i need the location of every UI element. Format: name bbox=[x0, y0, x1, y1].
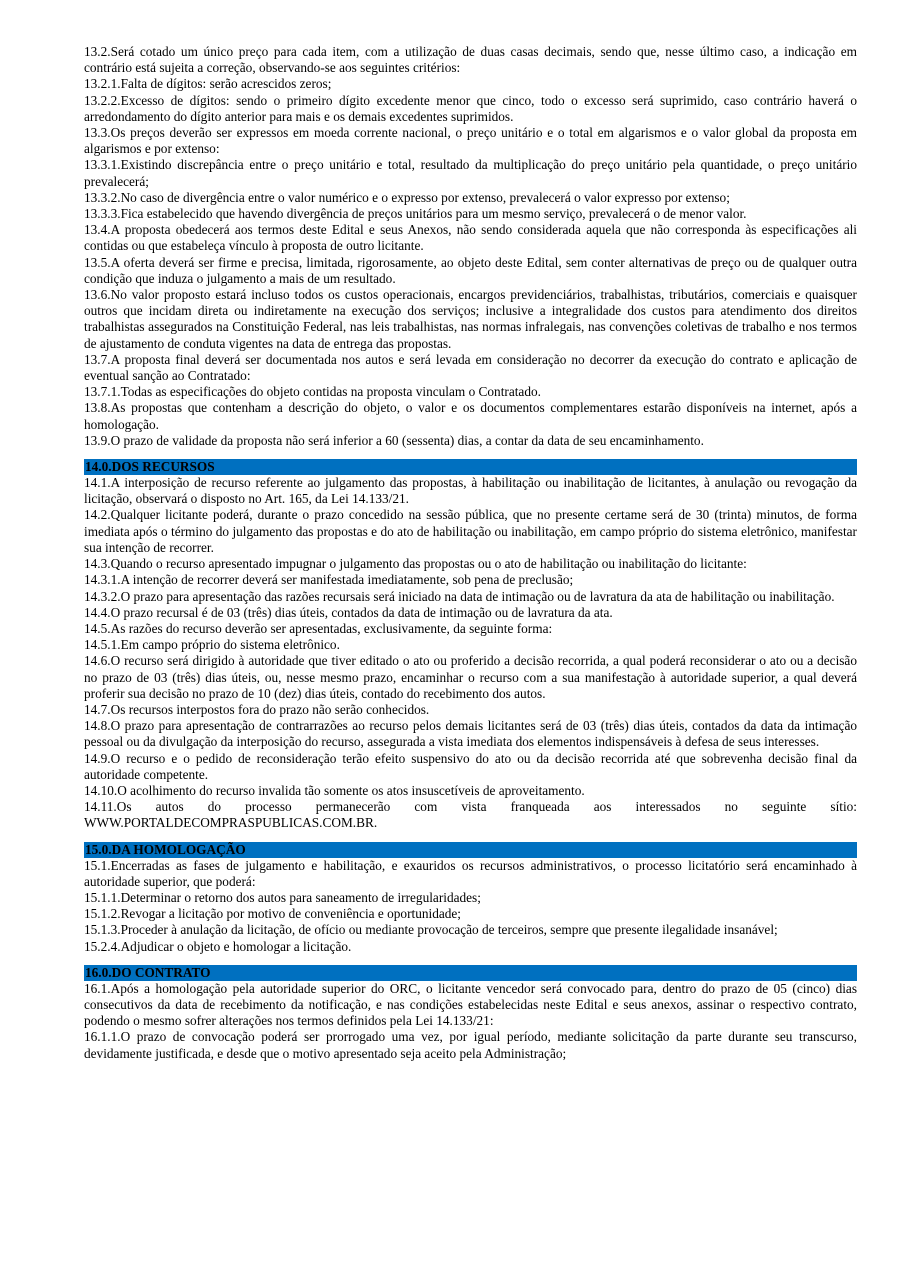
paragraph-15-1: 15.1.Encerradas as fases de julgamento e habilitação, e exauridos os recursos administrativos, o processo licitatório será encaminhado à autoridade superior, que poderá: bbox=[84, 857, 857, 889]
paragraph-13-7: 13.7.A proposta final deverá ser documentada nos autos e será levada em consideração no decorrer da execução do contrato e aplicação de eventual sanção ao Contratado: bbox=[84, 351, 857, 384]
paragraph-14-5: 14.5.As razões do recurso deverão ser apresentadas, exclusivamente, da seguinte forma: bbox=[84, 620, 553, 636]
paragraph-13-3: 13.3.Os preços deverão ser expressos em moeda corrente nacional, o preço unitário e o total em algarismos e o valor global da proposta em algarismos e por extenso: bbox=[84, 125, 857, 157]
paragraph-13-3-1: 13.3.1.Existindo discrepância entre o preço unitário e total, resultado da multiplicação do preço unitário pela quantidade, o preço unitário prevalecerá; bbox=[84, 157, 857, 189]
paragraph-15-1-2: 15.1.2.Revogar a licitação por motivo de conveniência e oportunidade; bbox=[84, 906, 461, 922]
paragraph-14-5-1: 14.5.1.Em campo próprio do sistema eletrônico. bbox=[84, 637, 340, 653]
paragraph-13-8: 13.8.As propostas que contenham a descrição do objeto, o valor e os documentos complementares estarão disponíveis na internet, após a homologação. bbox=[84, 400, 857, 432]
paragraph-14-11: 14.11.Os autos do processo permanecerão com vista franqueada aos interessados no seguinte sítio: WWW.PORTALDECOMPRASPUBLICAS.COM.BR. bbox=[84, 799, 857, 831]
paragraph-14-8: 14.8.O prazo para apresentação de contrarrazões ao recurso pelos demais licitantes será de 03 (três) dias úteis, contados da data da intimação pessoal ou da divulgação da interposição do recurso, assegurada a vista imediata dos elementos indispensáveis à defesa de seus interesses. bbox=[84, 718, 857, 750]
section-header-contrato: 16.0.DO CONTRATO bbox=[84, 965, 857, 981]
paragraph-15-1-3: 15.1.3.Proceder à anulação da licitação, de ofício ou mediante provocação de terceiros, sempre que presente ilegalidade insanável; bbox=[84, 922, 778, 938]
paragraph-13-3-2: 13.3.2.No caso de divergência entre o valor numérico e o expresso por extenso, prevalecerá o valor expresso por extenso; bbox=[84, 189, 730, 205]
paragraph-15-2-4: 15.2.4.Adjudicar o objeto e homologar a licitação. bbox=[84, 938, 352, 954]
paragraph-13-9: 13.9.O prazo de validade da proposta não será inferior a 60 (sessenta) dias, a contar da data de seu encaminhamento. bbox=[84, 432, 704, 448]
section-header-recursos: 14.0.DOS RECURSOS bbox=[84, 459, 857, 475]
paragraph-13-6: 13.6.No valor proposto estará incluso todos os custos operacionais, encargos previdenciários, trabalhistas, tributários, comerciais e quaisquer outros que incidam direta ou indiretamente na execução dos serviços; inclusive a integralidade dos custos para atendimento dos direitos trabalhistas assegurados na Constituição Federal, nas leis trabalhistas, nas normas infralegais, nas convenções coletivas de trabalho e nos termos de ajustamento de conduta vigentes na data de entrega das propostas. bbox=[84, 287, 857, 351]
paragraph-14-3-1: 14.3.1.A intenção de recorrer deverá ser manifestada imediatamente, sob pena de preclusão; bbox=[84, 572, 574, 588]
section-13-body bbox=[84, 44, 857, 449]
paragraph-14-4: 14.4.O prazo recursal é de 03 (três) dias úteis, contados da data de intimação ou de lavratura da ata. bbox=[84, 604, 613, 620]
paragraph-13-5: 13.5.A oferta deverá ser firme e precisa, limitada, rigorosamente, ao objeto deste Edital, sem conter alternativas de preço ou de qualquer outra condição que induza o julgamento a mais de um resultado. bbox=[84, 254, 857, 286]
section-15-body bbox=[84, 858, 857, 955]
paragraph-14-9: 14.9.O recurso e o pedido de reconsideração terão efeito suspensivo do ato ou da decisão recorrida até que sobrevenha decisão final da autoridade competente. bbox=[84, 750, 857, 782]
paragraph-14-1: 14.1.A interposição de recurso referente ao julgamento das propostas, à habilitação ou inabilitação de licitantes, à anulação ou revogação da licitação, observará o disposto no Art. 165, da Lei 14.133/21. bbox=[84, 475, 857, 507]
paragraph-13-7-1: 13.7.1.Todas as especificações do objeto contidas na proposta vinculam o Contratado. bbox=[84, 384, 541, 400]
section-14-body bbox=[84, 475, 857, 831]
paragraph-15-1-1: 15.1.1.Determinar o retorno dos autos para saneamento de irregularidades; bbox=[84, 889, 481, 905]
paragraph-14-7: 14.7.Os recursos interpostos fora do prazo não serão conhecidos. bbox=[84, 701, 430, 717]
section-16-body bbox=[84, 981, 857, 1062]
paragraph-14-10: 14.10.O acolhimento do recurso invalida tão somente os atos insuscetíveis de aproveitamento. bbox=[84, 782, 585, 798]
paragraph-14-6: 14.6.O recurso será dirigido à autoridade que tiver editado o ato ou proferido a decisão recorrida, a qual poderá reconsiderar o ato ou a decisão no prazo de 03 (três) dias úteis, ou, nesse mesmo prazo, encaminhar o recurso com a sua manifestação à autoridade superior, a qual deverá proferir sua decisão no prazo de 10 (dez) dias úteis, contado do recebimento dos autos. bbox=[84, 653, 857, 701]
paragraph-14-2: 14.2.Qualquer licitante poderá, durante o prazo concedido na sessão pública, que no presente certame será de 30 (trinta) minutos, de forma imediata após o término do julgamento das propostas e do ato de habilitação ou inabilitação, em campo próprio do sistema eletrônico, manifestar sua intenção de recorrer. bbox=[84, 507, 857, 555]
paragraph-14-3-2: 14.3.2.O prazo para apresentação das razões recursais será iniciado na data de intimação ou de lavratura da ata de habilitação ou inabilitação. bbox=[84, 588, 835, 604]
section-header-homologacao: 15.0.DA HOMOLOGAÇÃO bbox=[84, 842, 857, 858]
paragraph-16-1: 16.1.Após a homologação pela autoridade superior do ORC, o licitante vencedor será convocado para, dentro do prazo de 05 (cinco) dias consecutivos da data de recebimento da notificação, e nas condições estabelecidas neste Edital e seus anexos, assinar o respectivo contrato, podendo o mesmo sofrer alterações nos termos definidos pela Lei 14.133/21: bbox=[84, 980, 857, 1029]
paragraph-13-2-2: 13.2.2.Excesso de dígitos: sendo o primeiro dígito excedente menor que cinco, todo o excesso será suprimido, caso contrário haverá o arredondamento do dígito anterior para mais e os demais excedentes suprimidos. bbox=[84, 92, 857, 124]
paragraph-13-4: 13.4.A proposta obedecerá aos termos deste Edital e seus Anexos, não sendo considerada aquela que não corresponda às especificações ali contidas ou que estabeleça vínculo à proposta de outro licitante. bbox=[84, 222, 857, 254]
paragraph-13-2-1: 13.2.1.Falta de dígitos: serão acrescidos zeros; bbox=[84, 76, 332, 92]
paragraph-16-1-1: 16.1.1.O prazo de convocação poderá ser prorrogado uma vez, por igual período, mediante solicitação da parte durante seu transcurso, devidamente justificada, e desde que o motivo apresentado seja aceito pela Administração; bbox=[84, 1029, 857, 1061]
paragraph-14-3: 14.3.Quando o recurso apresentado impugnar o julgamento das propostas ou o ato de habilitação ou inabilitação do licitante: bbox=[84, 556, 747, 572]
paragraph-13-2: 13.2.Será cotado um único preço para cada item, com a utilização de duas casas decimais, sendo que, nesse último caso, a indicação em contrário está sujeita a correção, observando-se aos seguintes critérios: bbox=[84, 44, 857, 76]
paragraph-13-3-3: 13.3.3.Fica estabelecido que havendo divergência de preços unitários para um mesmo serviço, prevalecerá o de menor valor. bbox=[84, 206, 747, 222]
